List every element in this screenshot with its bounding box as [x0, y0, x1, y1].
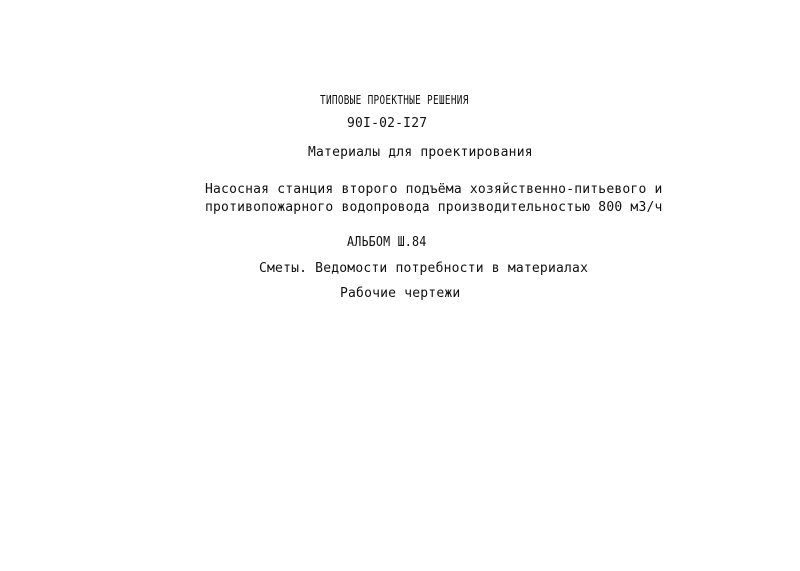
- album-title: АЛЬБОМ Ш.84: [347, 235, 427, 250]
- document-number: 90I-02-I27: [347, 116, 428, 131]
- series-title: ТИПОВЫЕ ПРОЕКТНЫЕ РЕШЕНИЯ: [320, 93, 469, 107]
- subject-line-2: противопожарного водопровода производительностью 800 м3/ч: [205, 200, 663, 215]
- subject-line-1: Насосная станция второго подъёма хозяйственно-питьевого и: [205, 182, 663, 197]
- document-type: Материалы для проектирования: [308, 145, 533, 160]
- album-content: Сметы. Ведомости потребности в материалах: [259, 261, 589, 276]
- drawings-label: Рабочие чертежи: [340, 286, 461, 301]
